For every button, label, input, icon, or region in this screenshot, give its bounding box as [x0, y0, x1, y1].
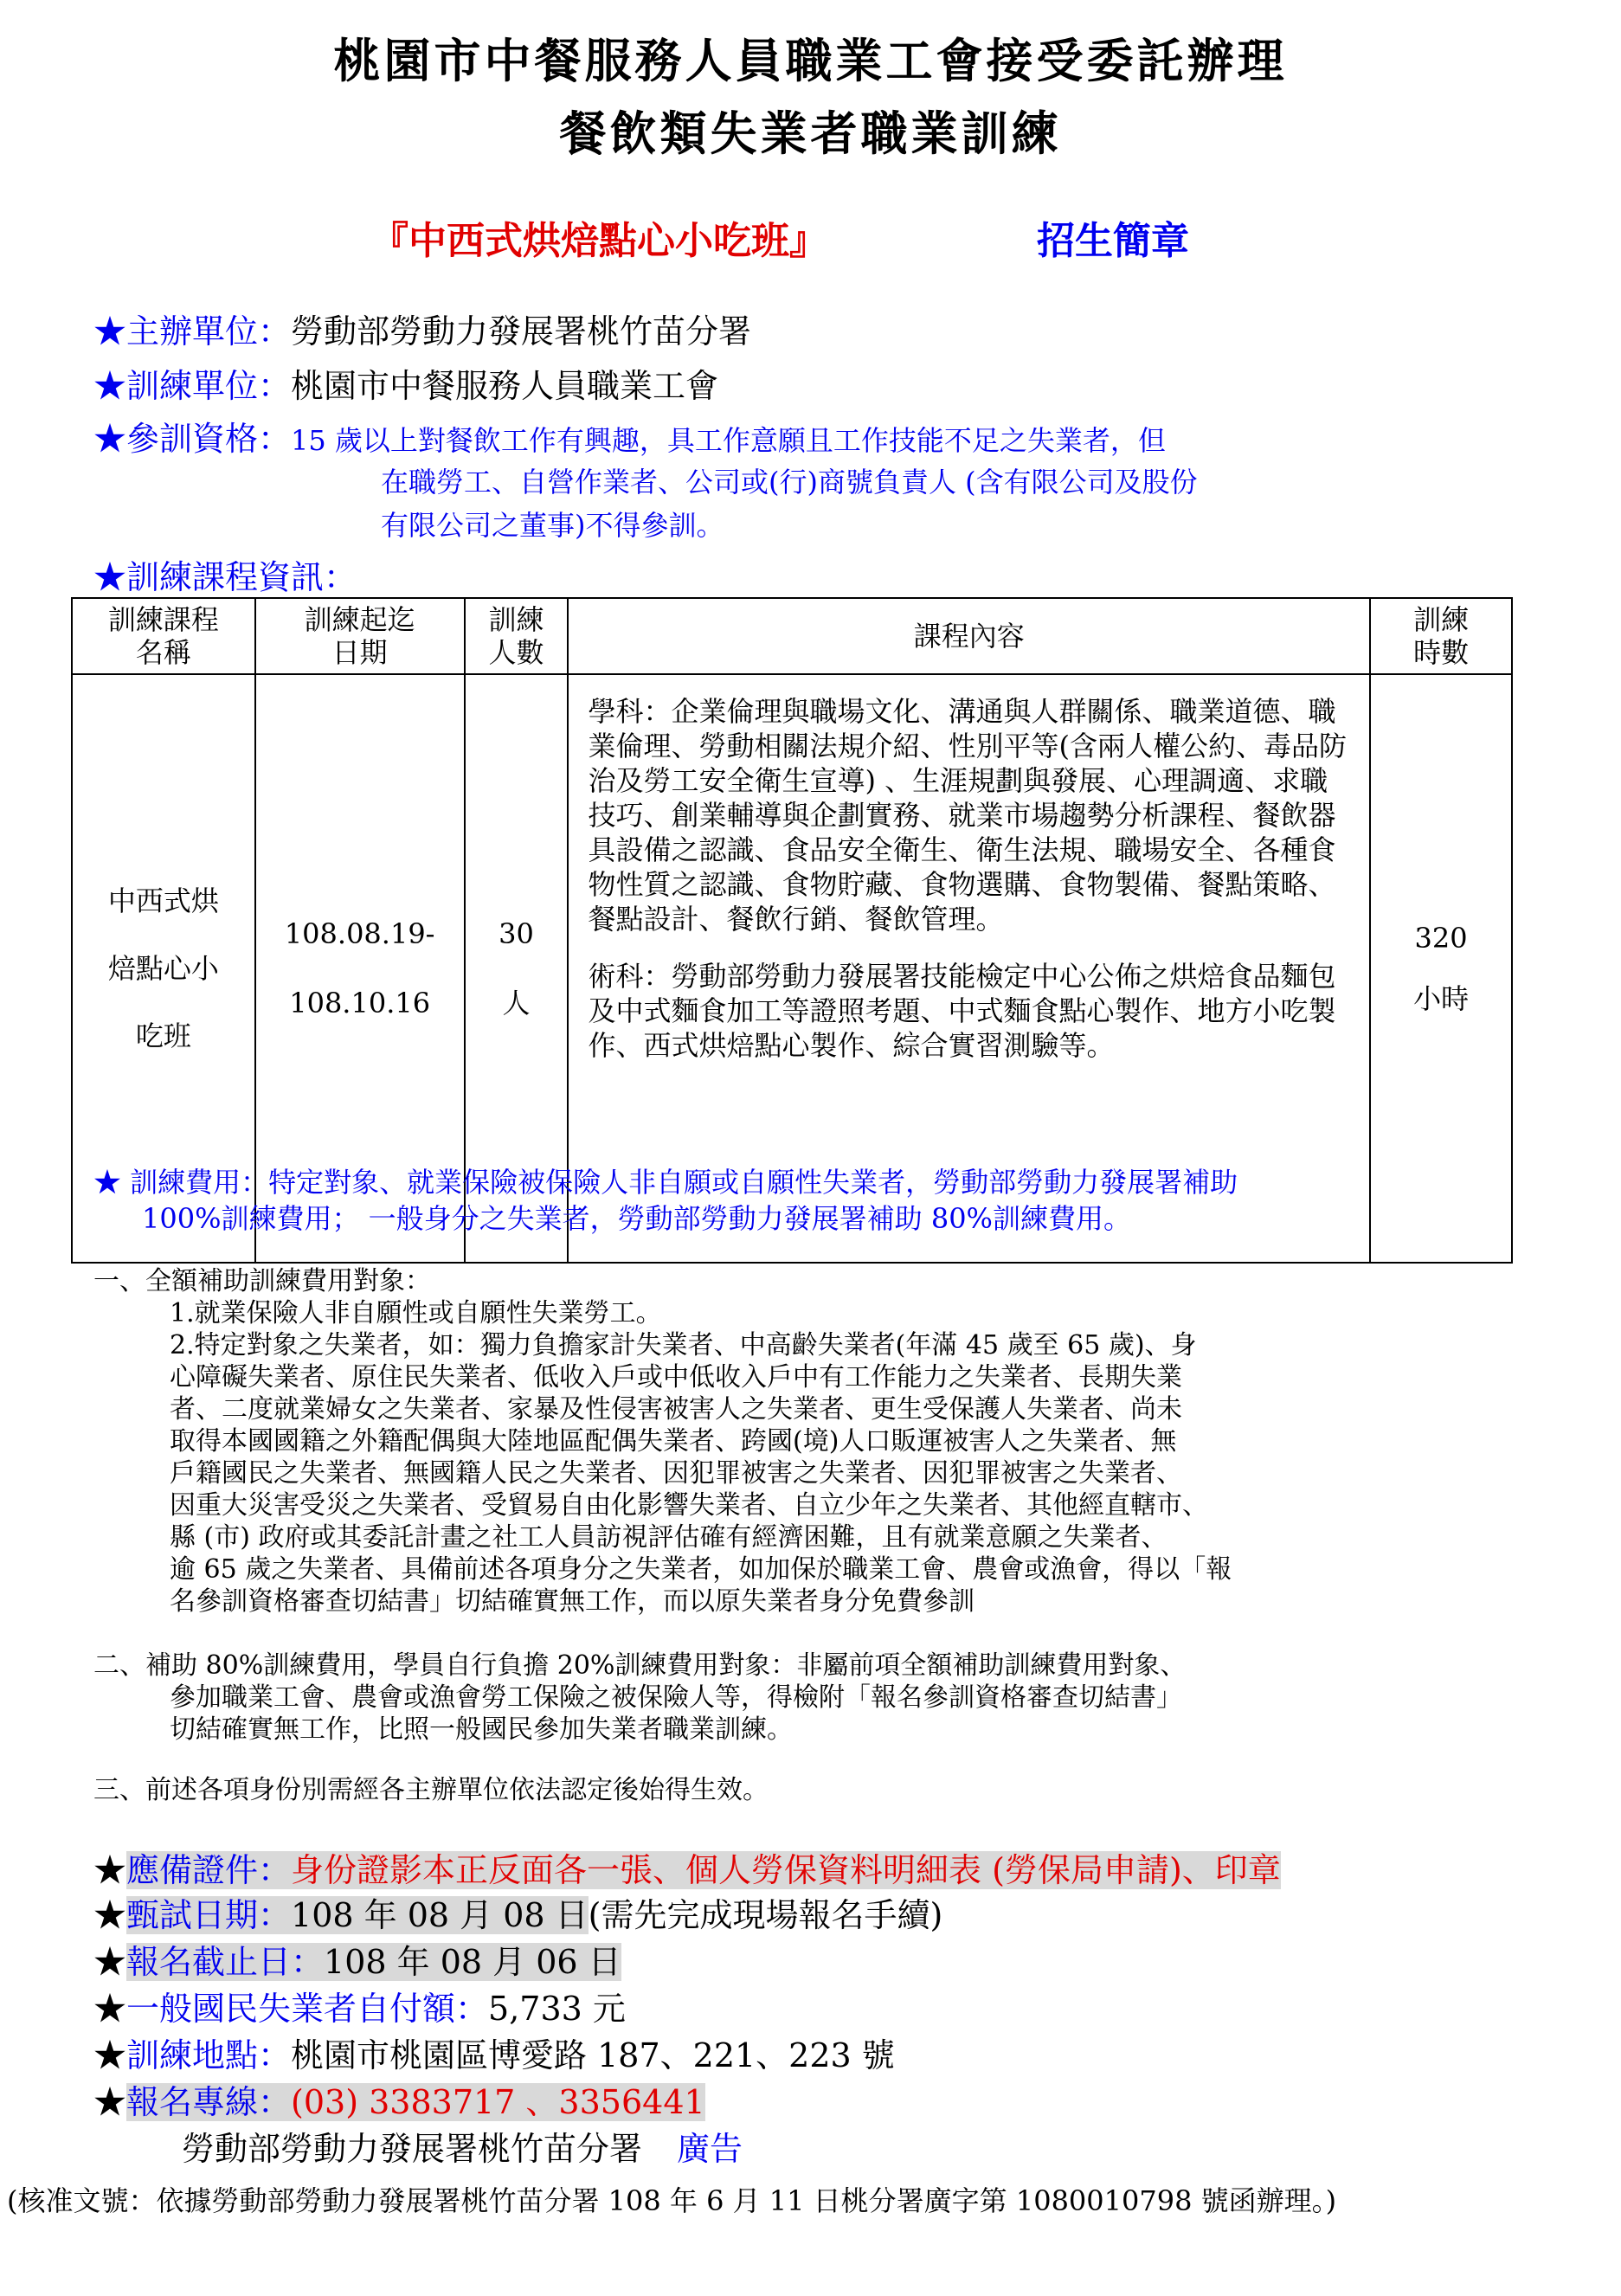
section-1-item-2: 2.特定對象之失業者，如：獨力負擔家計失業者、中高齡失業者(年滿 45 歲至 65 歲)、身 心障礙失業者、原住民失業者、低收入戶或中低收入戶中有工作能力之失業者、長期失業 者、二度就業婦女之失業者、家暴及性侵害被害人之失業者、更生受保護人失業者、尚未 取得本國國籍之外籍配偶與大陸地區配偶失業者、跨國(境)人口販運被害人之失業者、無 戶籍國民之失業者、無國籍人民之失業者、因犯罪被害之失業者、因犯罪被害之失業者、 因重大災害受災之失業者、受貿易自由化影響失業者、自立少年之失業者、其他經直轄市、 縣 (市) 政府或其委託計畫之社工人員訪視評估確有經濟困難，且有就業意願之失業者、 逾 65 歲之失業者、具備前述各項身分之失業者，如加保於職業工會、農會或漁會，得以「報 名參訓資格審查切結書」切結確實無工作，而以原失業者身分免費參訓	[170, 1330, 1232, 1617]
fee-line-1: ★ 訓練費用：特定對象、就業保險被保險人非自願或自願性失業者，勞動部勞動力發展署補助	[93, 1166, 1238, 1199]
cell-dates: 108.08.19- 108.10.16	[255, 674, 465, 1263]
star-icon: ★	[93, 2083, 127, 2121]
qualification-text-3: 有限公司之董事)不得參訓。	[381, 509, 724, 542]
hotline-label: 報名專線：	[126, 2083, 292, 2121]
cell-hours: 320 小時	[1370, 674, 1512, 1263]
deadline-value: 108 年 08 月 06 日	[324, 1943, 621, 1981]
star-icon: ★	[93, 312, 127, 351]
course-info-label: ★訓練課程資訊：	[93, 558, 357, 596]
header-content: 課程內容	[568, 598, 1370, 674]
star-icon: ★	[93, 1943, 127, 1981]
star-icon: ★	[93, 1896, 127, 1934]
qualification-text-2: 在職勞工、自營作業者、公司或(行)商號負責人 (含有限公司及股份	[381, 466, 1198, 498]
self-pay-label: 一般國民失業者自付額：	[126, 1990, 489, 2028]
deadline-line	[93, 1935, 621, 1983]
qualification-text-1: 15 歲以上對餐飲工作有興趣，具工作意願且工作技能不足之失業者，但	[291, 424, 1166, 457]
table-header-row	[72, 598, 1512, 674]
cell-count: 30 人	[465, 674, 569, 1263]
section-1-item-1: 1.就業保險人非自願性或自願性失業勞工。	[170, 1298, 662, 1328]
qualification-line	[93, 412, 1166, 460]
hotline-line	[93, 2075, 705, 2123]
cell-course-name: 中西式烘 焙點心小 吃班	[72, 674, 255, 1263]
page-title-line2: 餐飲類失業者職業訓練	[559, 106, 1062, 161]
trainer-line	[93, 359, 718, 407]
star-icon: ★	[93, 420, 127, 458]
star-icon: ★	[93, 1851, 127, 1889]
course-table	[71, 597, 1513, 1264]
exam-date-note: (需先完成現場報名手續)	[588, 1896, 943, 1934]
brochure-heading: 招生簡章	[1037, 219, 1189, 263]
organizer-label: 主辦單位：	[126, 312, 292, 351]
deadline-label: 報名截止日：	[126, 1943, 325, 1981]
documents-value: 身份證影本正反面各一張、個人勞保資料明細表 (勞保局申請)、印章	[291, 1851, 1281, 1889]
section-3: 三、前述各項身份別需經各主辦單位依法認定後始得生效。	[93, 1775, 769, 1805]
trainer-value: 桃園市中餐服務人員職業工會	[291, 367, 719, 405]
exam-date-value: 108 年 08 月 08 日	[291, 1896, 589, 1934]
documents-line	[93, 1843, 1281, 1891]
advertiser-org: 勞動部勞動力發展署桃竹苗分署	[182, 2130, 643, 2168]
content-academic: 學科：企業倫理與職場文化、溝通與人群關係、職業道德、職業倫理、勞動相關法規介紹、性別平等(含兩人權公約、毒品防治及勞工安全衛生宣導) 、生涯規劃與發展、心理調適、求職技巧、創業輔導與企劃實務、就業市場趨勢分析課程、餐飲器具設備之認識、食品安全衛生、衛生法規、職場安全、各種食物性質之認識、食物貯藏、食物選購、食物製備、餐點策略、餐點設計、餐飲行銷、餐飲管理。	[588, 695, 1347, 936]
header-count: 訓練 人數	[465, 598, 569, 674]
page-title-line1: 桃園市中餐服務人員職業工會接受委託辦理	[333, 33, 1288, 88]
hotline-value: (03) 3383717 、3356441	[291, 2083, 705, 2121]
exam-date-line	[93, 1888, 942, 1936]
organizer-value: 勞動部勞動力發展署桃竹苗分署	[291, 312, 752, 351]
star-icon: ★	[93, 1990, 127, 2028]
header-course-name: 訓練課程 名稱	[72, 598, 255, 674]
location-line	[93, 2029, 895, 2076]
exam-date-label: 甄試日期：	[126, 1896, 292, 1934]
location-label: 訓練地點：	[126, 2036, 292, 2074]
header-dates: 訓練起迄 日期	[255, 598, 465, 674]
advertiser-line	[182, 2122, 743, 2170]
self-pay-value: 5,733 元	[488, 1990, 626, 2028]
documents-label: 應備證件：	[126, 1851, 292, 1889]
trainer-label: 訓練單位：	[126, 367, 292, 405]
self-pay-line	[93, 1982, 626, 2029]
location-value: 桃園市桃園區博愛路 187、221、223 號	[291, 2036, 895, 2074]
course-name-heading: 『中西式烘焙點心小吃班』	[370, 219, 827, 263]
fee-line-2: 100%訓練費用； 一般身分之失業者，勞動部勞動力發展署補助 80%訓練費用。	[142, 1202, 1131, 1235]
organizer-line	[93, 305, 751, 352]
star-icon: ★	[93, 367, 127, 405]
section-2: 二、補助 80%訓練費用，學員自行負擔 20%訓練費用對象：非屬前項全額補助訓練費用對象、 參加職業工會、農會或漁會勞工保險之被保險人等，得檢附「報名參訓資格審查切結書」 切結確實無工作，比照一般國民參加失業者職業訓練。	[93, 1650, 1187, 1745]
section-1-title: 一、全額補助訓練費用對象：	[93, 1266, 431, 1296]
approval-note: (核准文號：依據勞動部勞動力發展署桃竹苗分署 108 年 6 月 11 日桃分署廣字第 1080010798 號函辦理。)	[7, 2184, 1337, 2217]
content-technical: 術科：勞動部勞動力發展署技能檢定中心公佈之烘焙食品麵包及中式麵食加工等證照考題、中式麵食點心製作、地方小吃製作、西式烘焙點心製作、綜合實習測驗等。	[588, 960, 1336, 1062]
header-hours: 訓練 時數	[1370, 598, 1512, 674]
star-icon: ★	[93, 2036, 127, 2074]
advertisement-label: 廣告	[677, 2130, 743, 2168]
qualification-label: 參訓資格：	[126, 420, 292, 458]
